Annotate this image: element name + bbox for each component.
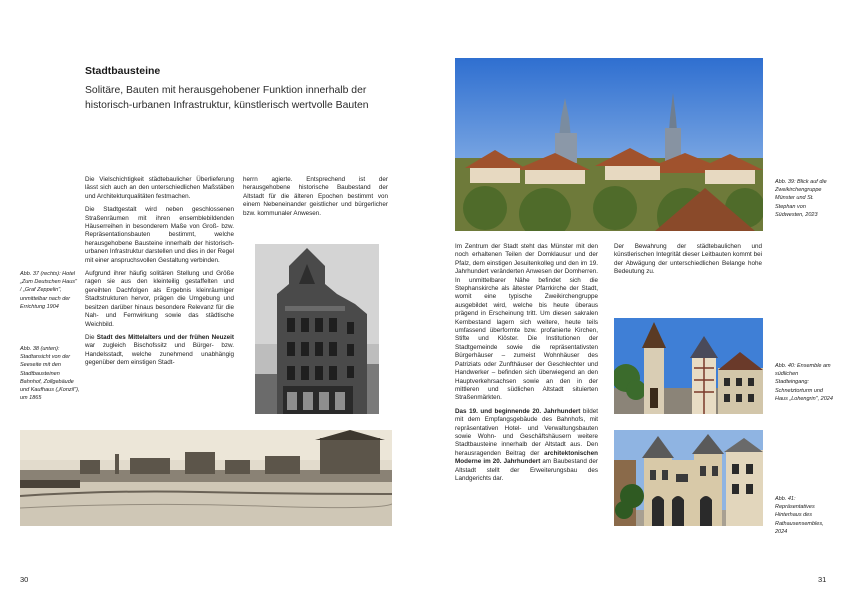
text-column-left-1 — [85, 176, 234, 373]
page-number-left: 30 — [20, 575, 29, 584]
caption-fig-39: Abb. 39: Blick auf die Zweikirchengruppe Münster und St. Stephan von Südwesten, 2023 — [775, 179, 827, 218]
caption-fig-41: Abb. 41: Repräsentatives Hinterhaus des Rathausensembles, 2024 — [775, 496, 824, 535]
photo-schnetztor-lohengrin — [614, 318, 763, 414]
paragraph: Aufgrund ihrer häufig solitären Stellung und Größe ragen sie aus den kleinteilig gestaffelten und gereihten Dachfolgen als Ergebnis kleinräumiger Stadtstrukturen hervor, prägen die Umgebung und besitzen darüber hinaus besondere Relevanz für die Nah- und Fernwirkung sowie das städtische Weichbild. — [85, 270, 234, 328]
text-run: bildet mit dem Empfangsgebäude des Bahnhofs, mit repräsentativen Hotel- und Verwaltungsbauten sowie Wohn- und Geschäftshäusern weitere Stadtbausteine innerhalb der Altstadt aus. Den herausragenden Beitrag der — [455, 407, 598, 457]
paragraph: herrn agierte. Entsprechend ist der herausgehobene historische Baubestand der Altstadt für die älteren Epochen bestimmt von einem Nebeneinander geistlicher und bürgerlicher bzw. kommunaler Anwesen. — [243, 176, 388, 217]
text-bold: architektonischen Moderne im 20. Jahrhundert — [455, 449, 598, 466]
text-run: Die — [85, 333, 97, 341]
text-bold: Stadt des Mittelalters und der frühen Neuzeit — [96, 333, 234, 341]
paragraph: Die Stadtgestalt wird neben geschlossenen Straßenräumen mit ihren ensemblebildenden Häuserreihen in besonderem Maße von Groß- bzw. Repräsentationsbauten bestimmt, welche herausgehobene Bausteine innerhalb der historisch-urbanen Infrastruktur darstellen und dies in der Regel mit einer anspruchsvollen Gestaltung verbinden. — [85, 206, 234, 264]
paragraph: Der Bewahrung der städtebaulichen und künstlerischen Integrität dieser Leitbauten kommt bei der Abwägung der unterschiedlichen Belange hohe Bedeutung zu. — [614, 243, 762, 276]
text-column-right-1 — [455, 243, 598, 488]
caption-fig-37: Abb. 37 (rechts): Hotel „Zum Deutschen Haus" / „Graf Zeppelin", unmittelbar nach der Errichtung 1904 — [20, 271, 77, 310]
text-column-left-2 — [243, 176, 388, 223]
text-bold: Das 19. und beginnende 20. Jahrhundert — [455, 407, 581, 415]
text-run: am Baubestand der Altstadt stellt der Erweiterungsbau des Landgerichts dar. — [455, 458, 598, 482]
paragraph — [455, 408, 598, 484]
photo-rathaus-hinterhaus — [614, 430, 763, 526]
paragraph: Die Vielschichtigkeit städtebaulicher Überlieferung lässt sich auch an den unterschiedlichen Maßstäben und Architekturqualitäten festmachen. — [85, 176, 234, 200]
photo-hotel-zum-deutschen-haus — [255, 244, 379, 414]
photo-muenster-st-stephan — [455, 58, 763, 231]
paragraph — [85, 334, 234, 368]
section-heading: Stadtbausteine — [85, 65, 161, 77]
section-subheading: Solitäre, Bauten mit herausgehobener Funktion innerhalb der historisch-urbanen Infrastruktur, künstlerisch wertvolle Bauten — [85, 85, 369, 111]
caption-fig-40: Abb. 40: Ensemble am südlichen Stadteingang: Schnetztorturm und Haus „Lohengrin", 2024 — [775, 363, 833, 402]
caption-fig-38: Abb. 38 (unten): Stadtansicht von der Seeseite mit den Stadtbausteinen Bahnhof, Zollgebäude und Kaufhaus („Konzil"), um 1865 — [20, 346, 80, 402]
text-run: war zugleich Bischofssitz und Bürger- bzw. Handelsstadt, welche zunehmend unabhängig gegenüber dem einstigen Stadt- — [85, 342, 234, 367]
paragraph: Im Zentrum der Stadt steht das Münster mit den noch erhaltenen Teilen der Domklausur und der Pfalz, dem einstigen Jesuitenkolleg und den im 19. Jahrhundert veränderten Anwesen der Domherren. In unmittelbarer Nähe befindet sich die Stephanskirche als ältester Pfarrkirche der Stadt, womit eine typische Zweikirchengruppe ausgebildet wird, welche bis heute überaus prägend in Erscheinung tritt. Um diesen sakralen Kernbestand lagern sich weitere, heute teils umfassend überformte bzw. profanierte Kirchen, Stifte und Klöster. Die Institutionen der Stadtgemeinde sowie die repräsentativsten Bürgerhäuser – zumeist Wohnhäuser des Patriziats oder Zunfthäuser der Geschlechter und Handwerker – befinden sich überwiegend an den Hauptverkehrsachsen sowie an den in der mittleren und südlichen Altstadt situierten Straßenmärkten. — [455, 243, 598, 402]
photo-lakeside-view-1865 — [20, 430, 392, 526]
text-column-right-2 — [614, 243, 762, 282]
page-number-right: 31 — [818, 575, 827, 584]
